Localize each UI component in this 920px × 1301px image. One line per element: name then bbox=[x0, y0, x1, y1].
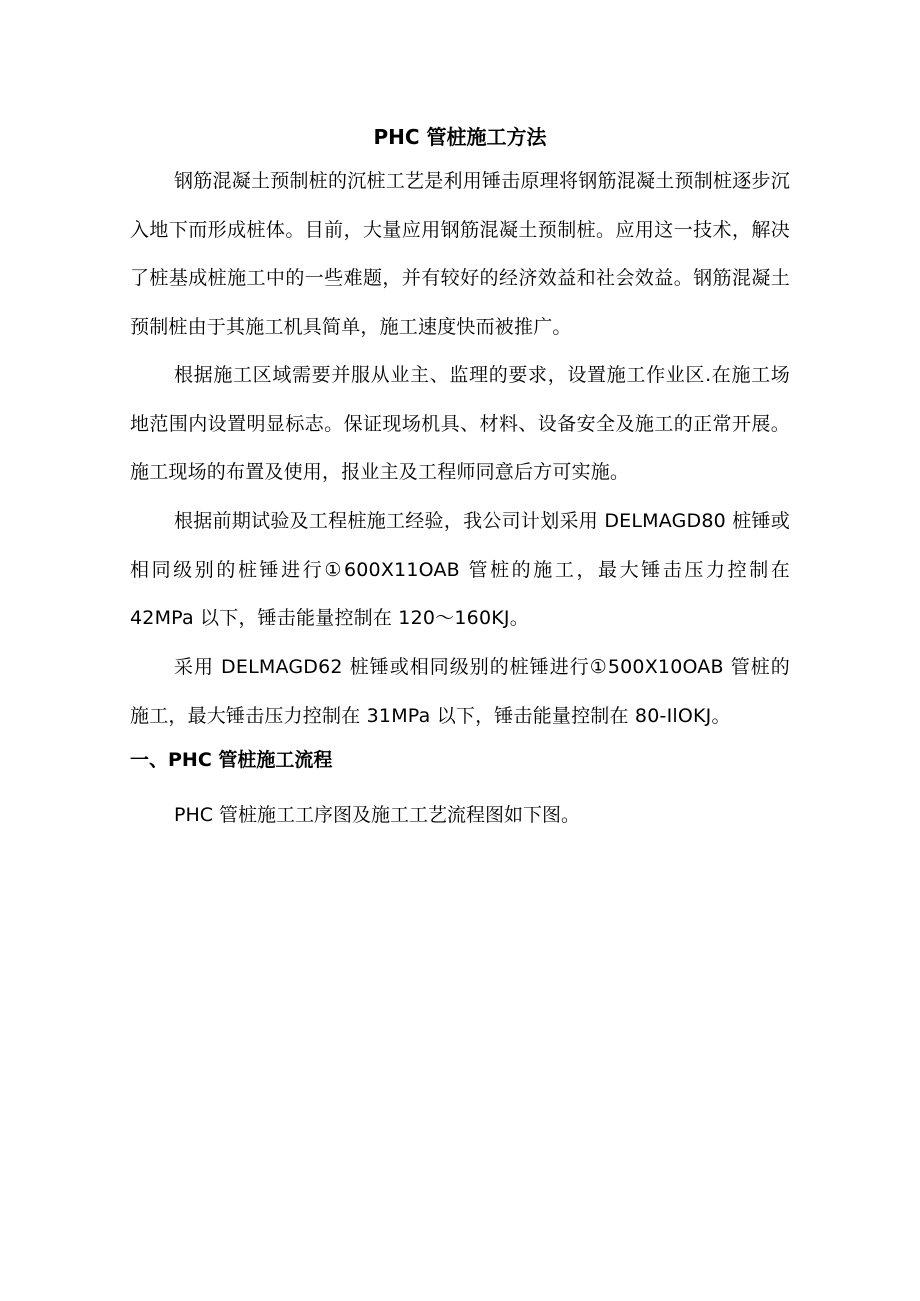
paragraph-site-layout: 根据施工区域需要并服从业主、监理的要求，设置施工作业区.在施工场地范围内设置明显标志。保证现场机具、材料、设备安全及施工的正常开展。施工现场的布置及使用，报业主及工程师同意后方可实施。 bbox=[130, 364, 790, 483]
section-paragraph: PHC 管桩施工工序图及施工工艺流程图如下图。 bbox=[174, 804, 581, 826]
paragraph-precast-pile-intro: 钢筋混凝土预制桩的沉桩工艺是利用锤击原理将钢筋混凝土预制桩逐步沉入地下而形成桩体。目前，大量应用钢筋混凝土预制桩。应用这一技术，解决了桩基成桩施工中的一些难题，并有较好的经济效益和社会效益。钢筋混凝土预制桩由于其施工机具简单，施工速度快而被推广。 bbox=[130, 170, 790, 338]
paragraph-hammer-d62: 采用 DELMAGD62 桩锤或相同级别的桩锤进行①500X10OAB 管桩的施工，最大锤击压力控制在 31MPa 以下，锤击能量控制在 80-IlOKJ。 bbox=[130, 656, 790, 727]
section-heading: 一、PHC 管桩施工流程 bbox=[130, 749, 333, 771]
paragraph-hammer-d80: 根据前期试验及工程桩施工经验，我公司计划采用 DELMAGD80 桩锤或相同级别的桩锤进行①600X11OAB 管桩的施工，最大锤击压力控制在42MPa 以下，锤击能量控制在 120～160KJ。 bbox=[130, 510, 790, 629]
document-title: PHC 管桩施工方法 bbox=[373, 125, 547, 149]
